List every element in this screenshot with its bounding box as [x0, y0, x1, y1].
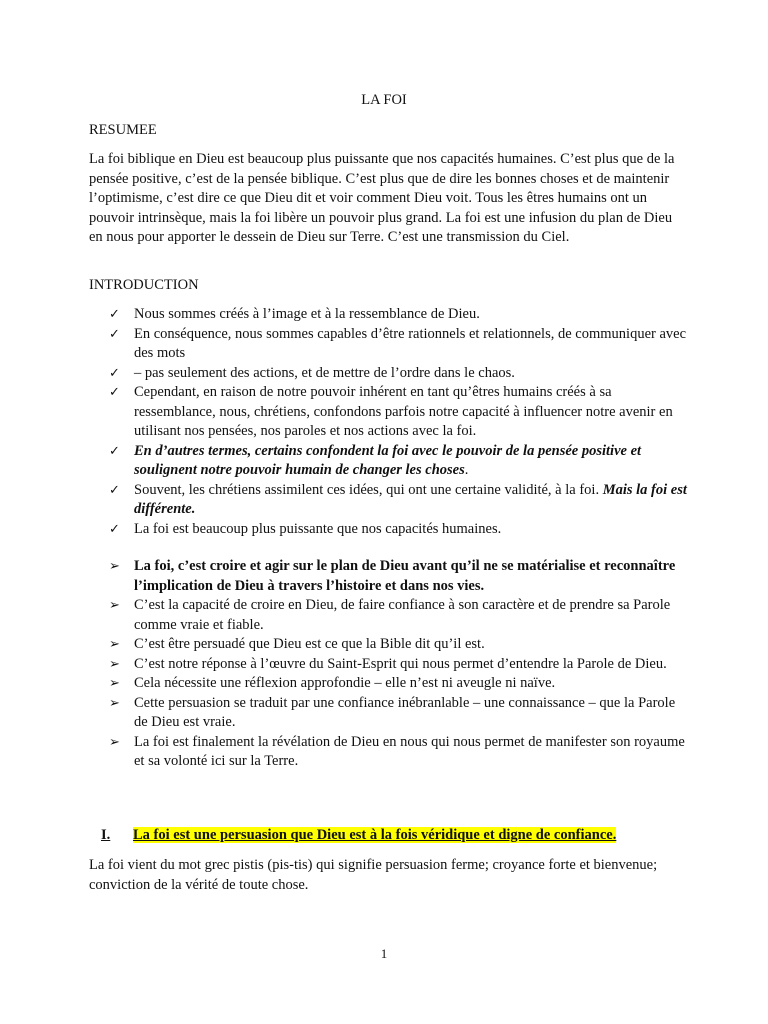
check-mark-icon: ✓	[109, 385, 120, 400]
list-item-text: .	[464, 462, 469, 478]
list-item	[109, 655, 689, 675]
list-item	[109, 557, 689, 596]
section-paragraph: La foi vient du mot grec pistis (pis-tis) qui signifie persuasion ferme; croyance forte et bienvenue; conviction de la vérité de toute chose.	[89, 857, 658, 893]
list-item-text: Cette persuasion se traduit par une confiance inébranlable – une connaissance – que la Parole de Dieu est vraie.	[134, 694, 676, 730]
list-item	[109, 442, 689, 481]
list-item	[109, 305, 689, 325]
list-item-text: Cela nécessite une réflexion approfondie – elle n’est ni aveugle ni naïve.	[134, 675, 556, 691]
arrow-bullet-icon: ➢	[109, 598, 120, 613]
list-item-text: C’est la capacité de croire en Dieu, de faire confiance à son caractère et de prendre sa Parole comme vraie et fiable.	[134, 597, 671, 633]
list-item	[109, 694, 689, 733]
check-mark-icon: ✓	[109, 326, 120, 342]
list-item-text: Nous sommes créés à l’image et à la ressemblance de Dieu.	[134, 306, 480, 322]
check-list	[109, 305, 689, 539]
check-mark-icon: ✓	[109, 365, 120, 381]
arrow-bullet-icon: ➢	[109, 676, 120, 691]
arrow-bullet-icon: ➢	[109, 656, 120, 672]
list-item-text: En d’autres termes, certains confondent la foi avec le pouvoir de la pensée positive et soulignent notre pouvoir humain de changer les choses	[134, 442, 642, 478]
page-number: 1	[380, 946, 388, 961]
check-mark-icon: ✓	[109, 307, 120, 322]
arrow-bullet-icon: ➢	[109, 637, 120, 652]
list-item-text: Cependant, en raison de notre pouvoir inhérent en tant qu’êtres humains créés à sa ressemblance, nous, chrétiens, confondons parfois notre capacité à influencer notre avenir en utilisant nos pensées, nos paroles et nos actions avec la foi.	[134, 384, 673, 439]
section-number: I.	[101, 827, 111, 843]
arrow-list	[109, 557, 689, 772]
list-item-text: La foi est beaucoup plus puissante que nos capacités humaines.	[134, 520, 502, 537]
list-item	[109, 674, 689, 694]
section-title: La foi est une persuasion que Dieu est à la fois véridique et digne de confiance.	[133, 827, 617, 843]
list-item	[109, 733, 689, 772]
list-item-text: La foi est finalement la révélation de Dieu en nous qui nous permet de manifester son royaume et sa volonté ici sur la Terre.	[134, 733, 685, 769]
list-item-text: – pas seulement des actions, et de mettre de l’ordre dans le chaos.	[134, 364, 515, 381]
list-item	[109, 481, 689, 520]
check-mark-icon: ✓	[109, 521, 120, 537]
arrow-bullet-icon: ➢	[109, 734, 120, 750]
list-item	[109, 383, 689, 442]
list-item-text: Mais la foi est différente.	[134, 481, 687, 517]
arrow-bullet-icon: ➢	[109, 695, 120, 711]
list-item-text: C’est être persuadé que Dieu est ce que la Bible dit qu’il est.	[134, 636, 485, 652]
list-item	[109, 520, 689, 540]
arrow-bullet-icon: ➢	[109, 559, 120, 574]
list-item	[109, 325, 689, 364]
list-item	[109, 596, 689, 635]
list-item-text: La foi, c’est croire et agir sur le plan de Dieu avant qu’il ne se matérialise et reconnaître l’implication de Dieu à travers l’histoire et dans nos vies.	[134, 558, 676, 594]
resume-heading: RESUMEE	[89, 122, 157, 138]
resume-paragraph: La foi biblique en Dieu est beaucoup plus puissante que nos capacités humaines. C’est plus que de la pensée positive, c’est de la pensée biblique. C’est plus que de dire les bonnes choses et de maintenir l’optimisme, c’est dire ce que Dieu dit et voir comment Dieu voit. Tous les êtres humains ont un pouvoir intrinsèque, mais la foi libère un pouvoir plus grand. La foi est une infusion du plan de Dieu en nous pour apporter le dessein de Dieu sur Terre. C’est une transmission du Ciel.	[89, 151, 675, 245]
list-item-text: C’est notre réponse à l’œuvre du Saint-Esprit qui nous permet d’entendre la Parole de Dieu.	[134, 655, 667, 672]
introduction-heading: INTRODUCTION	[89, 277, 199, 293]
list-item	[109, 364, 689, 384]
list-item-text: Souvent, les chrétiens assimilent ces idées, qui ont une certaine validité, à la foi.	[134, 481, 603, 498]
list-item	[109, 635, 689, 655]
check-mark-icon: ✓	[109, 482, 120, 498]
document-title: LA FOI	[361, 92, 407, 108]
list-item-text: En conséquence, nous sommes capables d’être rationnels et relationnels, de communiquer avec des mots	[134, 325, 687, 361]
section-heading	[101, 826, 616, 846]
check-mark-icon: ✓	[109, 443, 120, 459]
